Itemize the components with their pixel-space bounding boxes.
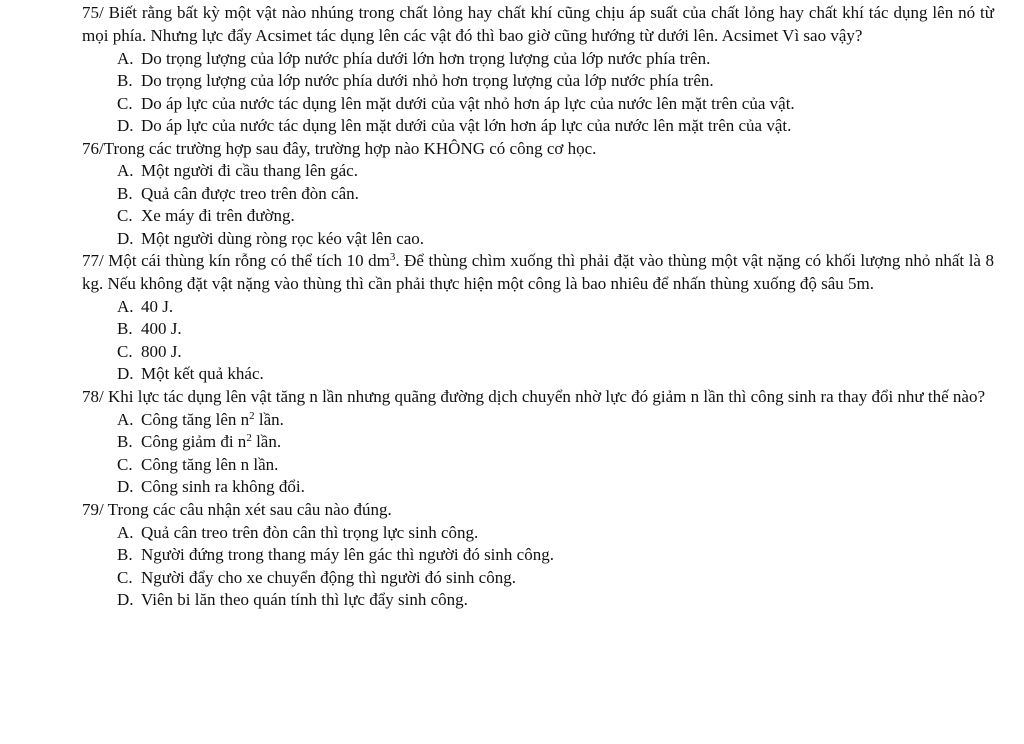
option-letter: D. [117, 228, 134, 248]
question-75 [82, 2, 994, 138]
question-stem: 79/ Trong các câu nhận xét sau câu nào đúng. [82, 499, 392, 519]
option-letter: D. [117, 116, 134, 136]
option-text: Quả cân treo trên đòn cân thì trọng lực sinh công. [141, 522, 479, 542]
superscript: 2 [249, 409, 255, 422]
answer-option-c [117, 341, 994, 364]
option-text-before: Công giảm đi n [141, 432, 247, 452]
option-text-before: Công tăng lên n [141, 409, 250, 429]
answer-option-d [117, 363, 994, 386]
option-text: Do áp lực của nước tác dụng lên mặt dưới của vật lớn hơn áp lực của nước lên mặt trên của vật. [141, 116, 792, 136]
answer-options [82, 409, 994, 499]
answer-option-b [117, 183, 994, 206]
answer-option-a [117, 522, 994, 545]
option-letter: B. [117, 432, 133, 452]
question-76 [82, 138, 994, 251]
question-79 [82, 499, 994, 612]
option-text: Do áp lực của nước tác dụng lên mặt dưới của vật nhỏ hơn áp lực của nước lên mặt trên của vật. [141, 93, 795, 113]
answer-option-c [117, 454, 994, 477]
option-text: Một kết quả khác. [141, 364, 264, 384]
option-letter: B. [117, 71, 133, 91]
answer-option-a [117, 296, 994, 319]
answer-options [82, 48, 994, 138]
answer-option-d [117, 115, 994, 138]
answer-option-d [117, 589, 994, 612]
option-letter: A. [117, 48, 134, 68]
option-text: Một người dùng ròng rọc kéo vật lên cao. [141, 228, 425, 248]
question-stem: 75/ Biết rằng bất kỳ một vật nào nhúng trong chất lỏng hay chất khí cũng chịu áp suất của chất lỏng hay chất khí tác dụng lên nó từ mọi phía. Nhưng lực đẩy Acsimet tác dụng lên các vật đó thì bao giờ cũng hướng từ dưới lên. Acsimet Vì sao vậy? [82, 3, 994, 45]
option-letter: A. [117, 522, 134, 542]
answer-options [82, 296, 994, 386]
option-letter: B. [117, 545, 133, 565]
answer-option-d [117, 228, 994, 251]
option-text: Công sinh ra không đổi. [141, 477, 305, 497]
option-letter: D. [117, 590, 134, 610]
option-text: 800 J. [141, 341, 182, 361]
answer-option-a [117, 160, 994, 183]
option-text: Một người đi cầu thang lên gác. [141, 161, 358, 181]
option-text: 40 J. [141, 296, 174, 316]
superscript: 2 [246, 432, 252, 445]
answer-option-b [117, 70, 994, 93]
option-letter: C. [117, 206, 133, 226]
option-text: Người đẩy cho xe chuyển động thì người đó sinh công. [141, 567, 516, 587]
option-text: Do trọng lượng của lớp nước phía dưới lớn hơn trọng lượng của lớp nước phía trên. [141, 48, 711, 68]
answer-option-c [117, 205, 994, 228]
answer-option-c [117, 93, 994, 116]
question-stem: 78/ Khi lực tác dụng lên vật tăng n lần nhưng quãng đường dịch chuyển nhờ lực đó giảm n lần thì công sinh ra thay đổi như thế nào? [82, 386, 986, 406]
answer-option-c [117, 567, 994, 590]
option-text-after: lần. [254, 409, 284, 429]
option-letter: C. [117, 567, 133, 587]
option-text: Viên bi lăn theo quán tính thì lực đẩy sinh công. [141, 590, 468, 610]
option-text: Người đứng trong thang máy lên gác thì người đó sinh công. [141, 545, 554, 565]
superscript: 3 [389, 251, 396, 264]
option-text: 400 J. [141, 319, 182, 339]
option-letter: C. [117, 93, 133, 113]
option-letter: D. [117, 364, 134, 384]
option-text: Xe máy đi trên đường. [141, 206, 295, 226]
stem-text-after: . Để thùng chìm xuống thì phải đặt vào thùng một vật nặng có khối lượng nhỏ nhất là 8 kg. Nếu không đặt vật nặng vào thùng thì cần phải thực hiện một công là bao nhiêu để nhấn thùng xuống độ sâu 5m. [82, 251, 994, 294]
option-letter: A. [117, 296, 134, 316]
option-text: Quả cân được treo trên đòn cân. [141, 183, 359, 203]
option-letter: A. [117, 409, 134, 429]
option-letter: D. [117, 477, 134, 497]
answer-option-d [117, 476, 994, 499]
answer-option-a [117, 409, 994, 432]
answer-options [82, 522, 994, 612]
option-letter: A. [117, 161, 134, 181]
answer-option-a [117, 48, 994, 71]
option-letter: C. [117, 341, 133, 361]
option-letter: C. [117, 454, 133, 474]
answer-options [82, 160, 994, 250]
option-letter: B. [117, 183, 133, 203]
answer-option-b [117, 544, 994, 567]
question-77 [82, 250, 994, 386]
question-stem: 76/Trong các trường hợp sau đây, trường hợp nào KHÔNG có công cơ học. [82, 138, 597, 158]
answer-option-b [117, 318, 994, 341]
question-stem [82, 250, 994, 296]
option-text: Công tăng lên n lần. [141, 454, 279, 474]
option-text: Do trọng lượng của lớp nước phía dưới nhỏ hơn trọng lượng của lớp nước phía trên. [141, 71, 714, 91]
answer-option-b [117, 431, 994, 454]
option-letter: B. [117, 319, 133, 339]
stem-text-before: 77/ Một cái thùng kín rỗng có thể tích 10 dm [82, 251, 390, 271]
question-78 [82, 386, 994, 499]
option-text-after: lần. [251, 432, 282, 452]
